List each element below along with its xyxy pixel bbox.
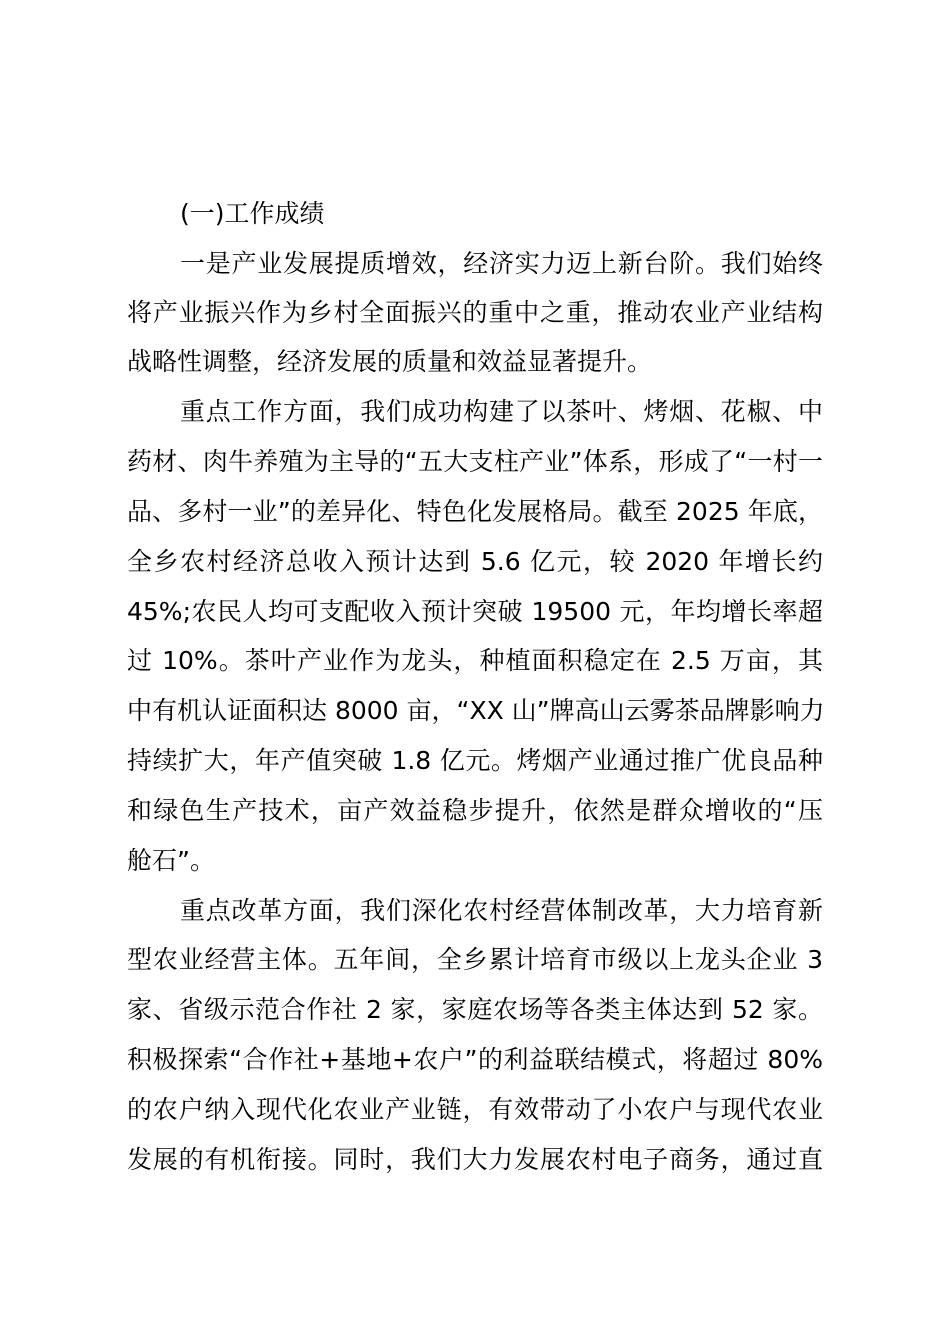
text-line: 发展的有机衔接。同时，我们大力发展农村电子商务，通过直: [127, 1145, 823, 1174]
text-line: 的农户纳入现代化农业产业链，有效带动了小农户与现代农业: [127, 1095, 823, 1124]
text-line: 重点工作方面，我们成功构建了以茶叶、烤烟、花椒、中: [180, 397, 823, 426]
section-heading: (一)工作成绩: [180, 199, 325, 228]
text-line: 将产业振兴作为乡村全面振兴的重中之重，推动农业产业结构: [127, 298, 823, 327]
text-line: 重点改革方面，我们深化农村经营体制改革，大力培育新: [180, 896, 823, 925]
text-line: 中有机认证面积达 8000 亩，“XX 山”牌高山云雾茶品牌影响力: [127, 696, 825, 725]
text-line: 药材、肉牛养殖为主导的“五大支柱产业”体系，形成了“一村一: [127, 447, 823, 476]
text-line: 型农业经营主体。五年间，全乡累计培育市级以上龙头企业 3: [127, 945, 823, 974]
text-line: 持续扩大，年产值突破 1.8 亿元。烤烟产业通过推广优良品种: [127, 746, 823, 775]
text-line: 45%;农民人均可支配收入预计突破 19500 元，年均增长率超: [127, 597, 823, 626]
text-line: 全乡农村经济总收入预计达到 5.6 亿元，较 2020 年增长约: [127, 547, 823, 576]
text-line: 过 10%。茶叶产业作为龙头，种植面积稳定在 2.5 万亩，其: [127, 646, 823, 675]
text-line: 舱石”。: [127, 846, 215, 875]
text-line: 一是产业发展提质增效，经济实力迈上新台阶。我们始终: [180, 249, 823, 278]
text-line: 和绿色生产技术，亩产效益稳步提升，依然是群众增收的“压: [127, 796, 823, 825]
text-line: 家、省级示范合作社 2 家，家庭农场等各类主体达到 52 家。: [127, 995, 823, 1024]
text-line: 品、多村一业”的差异化、特色化发展格局。截至 2025 年底，: [127, 497, 823, 526]
text-line: 战略性调整，经济发展的质量和效益显著提升。: [127, 347, 653, 376]
text-line: 积极探索“合作社+基地+农户”的利益联结模式，将超过 80%: [127, 1045, 823, 1074]
